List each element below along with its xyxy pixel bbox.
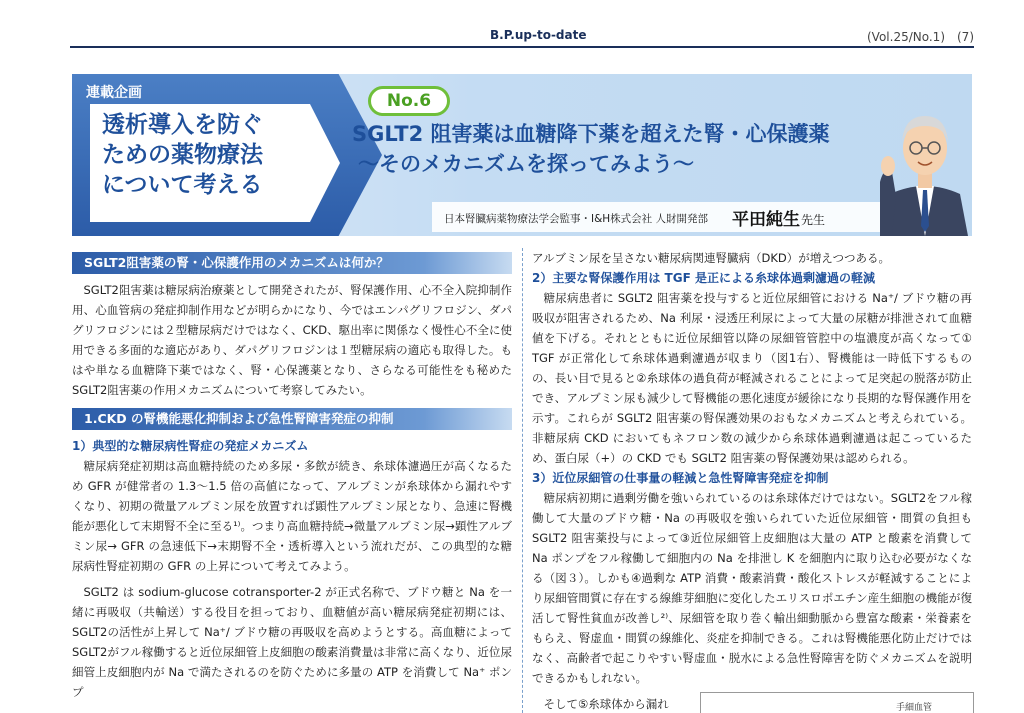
header-rule (70, 46, 974, 48)
author-illustration (880, 86, 970, 236)
body-paragraph: 糖尿病初期に過剰労働を強いられているのは糸球体だけではない。SGLT2をフル稼働して大量のブドウ糖・Na の再吸収を強いられていた近位尿細管・間質の負担も SGLT2 阻害薬投与によって③近位尿細管上皮細胞は大量の ATP と酸素を消費して Na ポンプをフル稼働して細胞内の Na を排泄し K を細胞内に取り込む必要がなくなる（図３）。しかも④過剰な ATP 消費・酸素消費・酸化ストレスが軽減することにより尿細管間質に存在する線維芽細胞に変化したエリスロポエチン産生細胞の機能が復活して腎性貧血が改善し²⁾、尿細管を取り巻く輸出細動脈から豊富な酸素・栄養素をもらえ、腎虚血・間質の線維化、炎症を抑制できる。これは腎機能悪化防止だけではなく、高齢者で起こりやすい腎虚血・脱水による急性腎障害を防ぐメカニズムを説明できるかもしれない。 (532, 491, 972, 685)
right-column (532, 248, 972, 713)
column-divider (522, 248, 523, 713)
figure-label: 手細血管 (896, 703, 933, 713)
author-affiliation: 日本腎臓病薬物療法学会監事・I&H株式会社 人財開発部 (444, 213, 709, 225)
continued-paragraph: アルブミン尿を呈さない糖尿病関連腎臓病（DKD）が増えつつある。 (532, 251, 891, 265)
issue-number-badge: No.6 (368, 86, 450, 116)
author-honorific: 先生 (801, 213, 826, 227)
intro-paragraph: SGLT2阻害薬は糖尿病治療薬として開発されたが、腎保護作用、心不全入院抑制作用、心血管病の発症抑制作用などが明らかになり、今ではエンパグリフロジン、ダパグリフロジンには２型糖尿病だけではなく、CKD、駆出率に関係なく慢性心不全に使用できる多面的な適応があり、ダパグリフロジンは１型糖尿病の適応も取得した。もはや単なる血糖降下薬ではなく、腎・心保護薬となり、さらなる可能性をも秘めたSGLT2阻害薬の作用メカニズムについて考察してみたい。 (72, 283, 512, 397)
article-title: SGLT2 阻害薬は血糖降下薬を超えた腎・心保護薬 (352, 122, 830, 146)
section-heading: 1.CKD の腎機能悪化抑制および急性腎障害発症の抑制 (72, 408, 512, 430)
body-paragraph: SGLT2 は sodium-glucose cotransporter-2 が正式名称で、ブドウ糖と Na を一緒に再吸収（共輸送）する役目を担っており、血糖値が高い糖尿病発症初期には、SGLT2の活性が上昇して Na⁺/ ブドウ糖の再吸収を高めようとする。高血糖によってSGLT2がフル稼働すると近位尿細管上皮細胞の酸素消費量は非常に高くなり、近位尿細管上皮細胞内が Na で満たされるのを防ぐために多量の ATP を消費して Na⁺ ポンプ (72, 585, 512, 699)
body-paragraph: 糖尿病発症初期は高血糖持続のため多尿・多飲が続き、糸球体濾過圧が高くなるため GFR が健常者の 1.3～1.5 倍の高値になって、アルブミンが糸球体から漏れやすくなり、初期の微量アルブミン尿を放置すれば顕性アルブミン尿となり、急速に腎機能が悪化して末期腎不全に至る¹⁾。つまり高血糖持続→微量アルブミン尿→顕性アルブミン尿→ GFR の急速低下→末期腎不全・透析導入という流れだが、この典型的な糖尿病性腎症初期の GFR の上昇について考えてみよう。 (72, 459, 512, 573)
left-column (72, 248, 512, 702)
author-name: 平田純生 (732, 210, 800, 230)
series-title: 透析導入を防ぐ ための薬物療法 について考える (102, 112, 263, 198)
body-paragraph: そして⑤糸球体から漏れ (543, 697, 669, 711)
figure-frame (700, 692, 974, 713)
section-heading: SGLT2阻害薬の腎・心保護作用のメカニズムは何か？ (72, 252, 512, 274)
journal-title: B.P.up-to-date (490, 28, 587, 42)
subsection-heading: 3）近位尿細管の仕事量の軽減と急性腎障害発症を抑制 (532, 471, 829, 485)
article-banner (72, 74, 972, 236)
series-label: 連載企画 (86, 85, 142, 101)
running-head (70, 28, 974, 48)
subsection-heading: 1）典型的な糖尿病性腎症の発症メカニズム (72, 439, 309, 453)
body-paragraph: 糖尿病患者に SGLT2 阻害薬を投与すると近位尿細管における Na⁺/ ブドウ糖の再吸収が阻害されるため、Na 利尿・浸透圧利尿によって大量の尿糖が排泄されて血糖値を下げる。それとともに近位尿細管以降の尿細管管腔中の塩濃度が高くなって① TGF が正常化して糸球体過剰濾過が収まり（図1右）、腎機能は一時低下するものの、長い目で見ると②糸球体の過負荷が軽減されることによって足突起の脱落が防止でき、アルブミン尿も減少して腎機能の悪化速度が緩徐になり長期的な腎保護作用を示す。これらが SGLT2 阻害薬の腎保護効果のおもなメカニズムと考えられている。非糖尿病 CKD においてもネフロン数の減少から糸球体過剰濾過は起こっているため、蛋白尿（+）の CKD でも SGLT2 阻害薬の腎保護効果は認められる。 (532, 291, 972, 465)
article-subtitle: ～そのメカニズムを探ってみよう～ (358, 152, 694, 176)
volume-page-number: (Vol.25/No.1) (7) (867, 30, 974, 44)
subsection-heading: 2）主要な腎保護作用は TGF 是正による糸球体過剰濾過の軽減 (532, 271, 875, 285)
